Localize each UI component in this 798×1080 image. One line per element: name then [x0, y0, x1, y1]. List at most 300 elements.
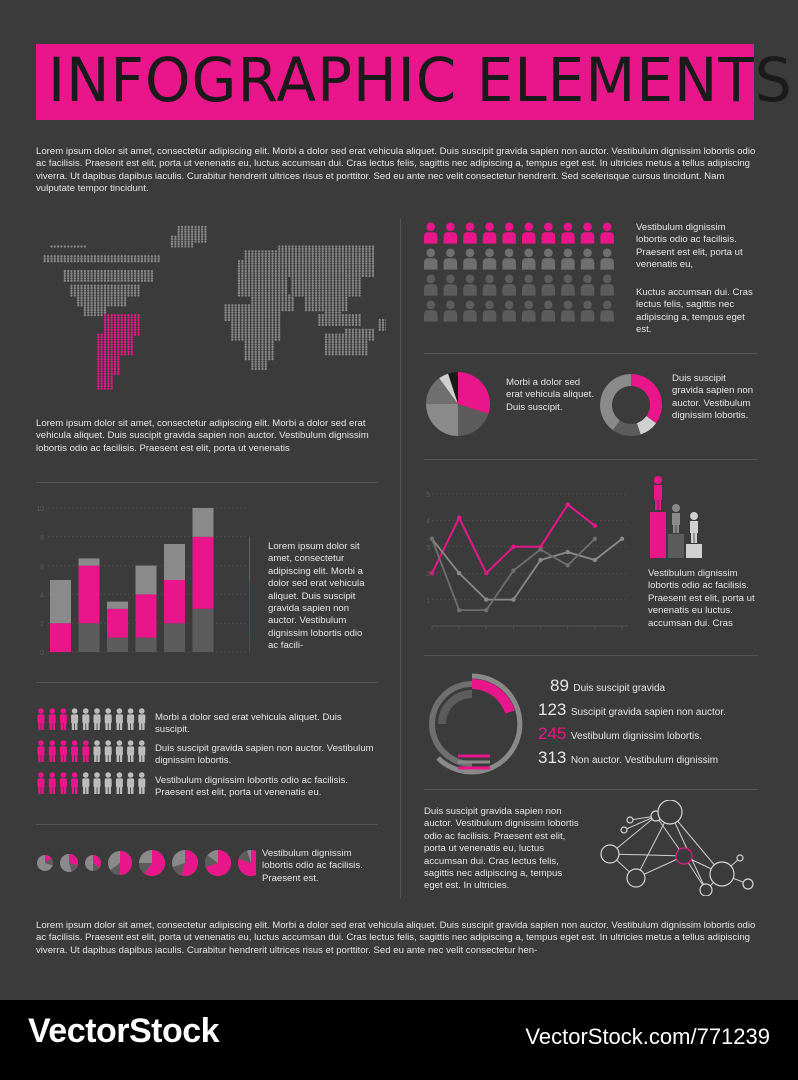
map-dot [124, 343, 126, 345]
map-dot [338, 248, 340, 250]
map-dot [362, 336, 364, 338]
person-icon [654, 476, 662, 510]
map-dot [312, 309, 314, 311]
map-dot [312, 282, 314, 284]
map-dot [372, 331, 374, 333]
map-dot [275, 275, 277, 277]
map-dot [345, 267, 347, 269]
map-dot [348, 336, 350, 338]
map-dot [101, 294, 103, 296]
map-dot [358, 282, 360, 284]
map-dot [107, 365, 109, 367]
map-dot [204, 236, 206, 238]
people-row-text-2: Duis suscipit gravida sapien non auctor. Vestibulum dignissim lobortis. [155, 743, 374, 767]
person-icon [127, 708, 134, 730]
title-banner [36, 44, 793, 120]
map-dot [251, 260, 253, 262]
map-dot [245, 334, 247, 336]
map-dot [325, 324, 327, 326]
map-dot [245, 356, 247, 358]
map-dot [74, 258, 76, 260]
map-dot [121, 280, 123, 282]
map-dot [245, 336, 247, 338]
map-dot [114, 331, 116, 333]
map-dot [235, 336, 237, 338]
map-dot [114, 370, 116, 372]
map-dot [258, 263, 260, 265]
map-dot [261, 275, 263, 277]
map-dot [352, 253, 354, 255]
map-dot [97, 353, 99, 355]
map-dot [335, 343, 337, 345]
map-dot [345, 319, 347, 321]
map-dot [298, 248, 300, 250]
map-dot [101, 314, 103, 316]
small-pies-caption: Vestibulum dignissim lobortis odio ac facilisis. Praesent est. [262, 848, 363, 884]
map-dot [181, 231, 183, 233]
map-dot [358, 258, 360, 260]
map-dot [342, 351, 344, 353]
map-dot [94, 280, 96, 282]
map-dot [114, 334, 116, 336]
map-dot [291, 267, 293, 269]
map-dot [268, 258, 270, 260]
map-dot [308, 302, 310, 304]
map-dot [345, 343, 347, 345]
map-dot [298, 292, 300, 294]
person-icon [116, 772, 123, 794]
map-dot [298, 258, 300, 260]
map-dot [184, 240, 186, 242]
map-dot [104, 270, 106, 272]
map-dot [325, 248, 327, 250]
map-dot [348, 282, 350, 284]
map-dot [318, 267, 320, 269]
map-dot [80, 277, 82, 279]
map-dot [238, 326, 240, 328]
map-dot [285, 307, 287, 309]
map-dot [275, 299, 277, 301]
map-dot [261, 307, 263, 309]
map-dot [345, 263, 347, 265]
map-dot [261, 282, 263, 284]
map-dot [87, 309, 89, 311]
map-dot [322, 253, 324, 255]
map-dot [124, 338, 126, 340]
map-dot [285, 265, 287, 267]
map-dot [241, 319, 243, 321]
map-dot [74, 285, 76, 287]
map-dot [318, 299, 320, 301]
map-dot [90, 304, 92, 306]
map-dot [312, 250, 314, 252]
map-dot [111, 353, 113, 355]
map-dot [87, 307, 89, 309]
map-dot [87, 285, 89, 287]
map-dot [285, 289, 287, 291]
map-dot [131, 255, 133, 257]
map-dot [134, 334, 136, 336]
map-dot [47, 255, 49, 257]
map-dot [281, 297, 283, 299]
map-dot [318, 260, 320, 262]
map-dot [312, 270, 314, 272]
map-dot [141, 258, 143, 260]
map-dot [338, 299, 340, 301]
map-dot [338, 351, 340, 353]
map-dot [328, 316, 330, 318]
map-dot [107, 270, 109, 272]
map-dot [385, 321, 386, 323]
map-dot [154, 260, 156, 262]
map-dot [111, 380, 113, 382]
map-dot [67, 272, 69, 274]
map-dot [134, 329, 136, 331]
map-dot [268, 275, 270, 277]
map-dot [245, 312, 247, 314]
map-dot [281, 250, 283, 252]
map-dot [84, 258, 86, 260]
people-rows [36, 708, 152, 802]
map-dot [255, 297, 257, 299]
map-dot [265, 272, 267, 274]
map-dot [127, 321, 129, 323]
map-dot [268, 267, 270, 269]
map-dot [302, 245, 304, 247]
map-dot [345, 307, 347, 309]
map-dot [332, 302, 334, 304]
map-dot [362, 270, 364, 272]
map-dot [231, 312, 233, 314]
map-dot [271, 302, 273, 304]
map-dot [338, 280, 340, 282]
map-dot [265, 343, 267, 345]
map-dot [372, 267, 374, 269]
map-dot [358, 329, 360, 331]
map-dot [131, 294, 133, 296]
map-dot [345, 316, 347, 318]
map-dot [194, 228, 196, 230]
map-dot [127, 289, 129, 291]
map-dot [271, 309, 273, 311]
map-dot [291, 260, 293, 262]
map-dot [308, 265, 310, 267]
map-dot [114, 316, 116, 318]
map-dot [198, 240, 200, 242]
map-dot [101, 312, 103, 314]
map-dot [184, 245, 186, 247]
map-dot [114, 346, 116, 348]
person-icon [444, 301, 458, 322]
map-dot [67, 255, 69, 257]
map-dot [358, 263, 360, 265]
map-dot [87, 275, 89, 277]
map-dot [191, 245, 193, 247]
map-dot [114, 341, 116, 343]
map-dot [107, 387, 109, 389]
map-dot [184, 228, 186, 230]
map-dot [245, 324, 247, 326]
map-dot [131, 272, 133, 274]
map-dot [265, 270, 267, 272]
data-point [457, 608, 461, 612]
map-dot [342, 272, 344, 274]
map-dot [184, 238, 186, 240]
map-dot [235, 329, 237, 331]
gauge-arc-inner [442, 694, 472, 724]
map-dot [201, 238, 203, 240]
map-dot [121, 348, 123, 350]
donut-chart [598, 372, 664, 438]
map-dot [101, 277, 103, 279]
bar-segment [250, 638, 251, 652]
map-dot [127, 285, 129, 287]
map-dot [365, 329, 367, 331]
bar-segment [79, 558, 100, 565]
map-dot [121, 287, 123, 289]
stacked-bar-chart [30, 500, 250, 660]
map-dot [275, 265, 277, 267]
map-dot [281, 265, 283, 267]
person-icon [60, 708, 67, 730]
map-dot [265, 358, 267, 360]
map-dot [295, 267, 297, 269]
map-dot [332, 258, 334, 260]
map-dot [188, 245, 190, 247]
bar-segment [193, 508, 214, 537]
bar-segment [136, 594, 157, 637]
map-dot [268, 312, 270, 314]
map-dot [325, 258, 327, 260]
map-dot [87, 272, 89, 274]
data-point [511, 545, 515, 549]
map-dot [265, 299, 267, 301]
map-dot [278, 321, 280, 323]
map-dot [338, 285, 340, 287]
map-dot [325, 267, 327, 269]
map-dot [372, 248, 374, 250]
map-dot [325, 351, 327, 353]
map-dot [94, 302, 96, 304]
map-dot [84, 297, 86, 299]
map-dot [241, 265, 243, 267]
map-dot [275, 282, 277, 284]
map-dot [111, 329, 113, 331]
map-dot [342, 248, 344, 250]
map-dot [178, 228, 180, 230]
map-dot [335, 316, 337, 318]
map-dot [107, 370, 109, 372]
map-dot [131, 260, 133, 262]
map-dot [358, 270, 360, 272]
map-dot [231, 336, 233, 338]
map-dot [352, 338, 354, 340]
map-dot [134, 314, 136, 316]
map-dot [191, 238, 193, 240]
map-dot [322, 255, 324, 257]
map-dot [332, 282, 334, 284]
map-dot [278, 314, 280, 316]
map-dot [124, 292, 126, 294]
map-dot [342, 270, 344, 272]
map-dot [245, 338, 247, 340]
map-dot [261, 341, 263, 343]
map-dot [365, 253, 367, 255]
map-dot [104, 373, 106, 375]
map-dot [235, 316, 237, 318]
map-dot [111, 321, 113, 323]
y-tick-label: 4 [40, 592, 44, 600]
people-grid-text-1: Vestibulum dignissim lobortis odio ac facilisis. Praesent est elit, porta ut venenatis eu, [636, 222, 743, 271]
map-dot [194, 238, 196, 240]
map-dot [60, 258, 62, 260]
map-dot [104, 321, 106, 323]
map-dot [255, 304, 257, 306]
map-dot [90, 314, 92, 316]
map-dot [191, 243, 193, 245]
map-dot [355, 270, 357, 272]
map-dot [318, 282, 320, 284]
map-dot [345, 338, 347, 340]
map-dot [117, 326, 119, 328]
map-dot [124, 294, 126, 296]
map-dot [362, 245, 364, 247]
map-dot [318, 277, 320, 279]
map-dot [278, 294, 280, 296]
data-point [457, 516, 461, 520]
map-dot [328, 343, 330, 345]
map-dot [308, 297, 310, 299]
map-dot [338, 277, 340, 279]
map-dot [255, 292, 257, 294]
map-dot [271, 341, 273, 343]
map-dot [137, 285, 139, 287]
map-dot [298, 289, 300, 291]
map-dot [248, 270, 250, 272]
map-dot [251, 329, 253, 331]
map-dot [90, 280, 92, 282]
map-dot [255, 309, 257, 311]
map-dot [318, 289, 320, 291]
map-dot [255, 263, 257, 265]
map-dot [107, 285, 109, 287]
map-dot [322, 277, 324, 279]
map-dot [248, 336, 250, 338]
map-dot [261, 272, 263, 274]
map-dot [379, 326, 381, 328]
map-dot [255, 272, 257, 274]
map-dot [265, 282, 267, 284]
map-dot [365, 348, 367, 350]
map-dot [127, 255, 129, 257]
map-dot [94, 277, 96, 279]
map-dot [181, 228, 183, 230]
map-dot [97, 285, 99, 287]
map-dot [258, 324, 260, 326]
map-dot [47, 260, 49, 262]
map-dot [77, 258, 79, 260]
map-dot [245, 348, 247, 350]
map-dot [348, 343, 350, 345]
map-dot [255, 346, 257, 348]
map-dot [348, 263, 350, 265]
map-dot [111, 346, 113, 348]
map-dot [305, 277, 307, 279]
map-dot [328, 341, 330, 343]
map-dot [325, 280, 327, 282]
bar-segment [193, 609, 214, 652]
map-dot [302, 267, 304, 269]
map-dot [97, 312, 99, 314]
map-dot [97, 358, 99, 360]
map-dot [278, 285, 280, 287]
map-dot [238, 267, 240, 269]
map-dot [261, 314, 263, 316]
map-dot [278, 250, 280, 252]
map-dot [332, 297, 334, 299]
map-dot [117, 299, 119, 301]
vertical-divider [400, 218, 401, 898]
map-dot [345, 280, 347, 282]
map-dot [345, 287, 347, 289]
map-dot [80, 260, 82, 262]
map-dot [121, 351, 123, 353]
map-dot [325, 253, 327, 255]
map-dot [238, 292, 240, 294]
map-dot [258, 292, 260, 294]
map-dot [358, 248, 360, 250]
map-dot [117, 297, 119, 299]
map-dot [369, 336, 371, 338]
map-dot [358, 294, 360, 296]
map-dot [117, 314, 119, 316]
map-dot [295, 248, 297, 250]
y-tick-label: 10 [36, 506, 44, 513]
map-dot [271, 265, 273, 267]
map-dot [74, 260, 76, 262]
map-dot [64, 255, 66, 257]
map-dot [101, 375, 103, 377]
map-dot [87, 312, 89, 314]
map-dot [90, 258, 92, 260]
map-dot [255, 331, 257, 333]
map-dot [107, 375, 109, 377]
map-dot [318, 319, 320, 321]
map-dot [107, 289, 109, 291]
map-dot [365, 275, 367, 277]
map-dot [134, 319, 136, 321]
map-dot [328, 353, 330, 355]
map-dot [251, 265, 253, 267]
map-dot [251, 299, 253, 301]
map-dot [315, 307, 317, 309]
map-dot [332, 245, 334, 247]
map-dot [238, 294, 240, 296]
map-dot [372, 260, 374, 262]
map-dot [228, 304, 230, 306]
map-dot [117, 287, 119, 289]
map-dot [291, 297, 293, 299]
map-dot [104, 361, 106, 363]
map-dot [117, 358, 119, 360]
map-dot [248, 324, 250, 326]
map-dot [121, 331, 123, 333]
map-dot [315, 304, 317, 306]
map-dot [342, 316, 344, 318]
map-dot [379, 324, 381, 326]
map-dot [322, 245, 324, 247]
map-dot [372, 334, 374, 336]
